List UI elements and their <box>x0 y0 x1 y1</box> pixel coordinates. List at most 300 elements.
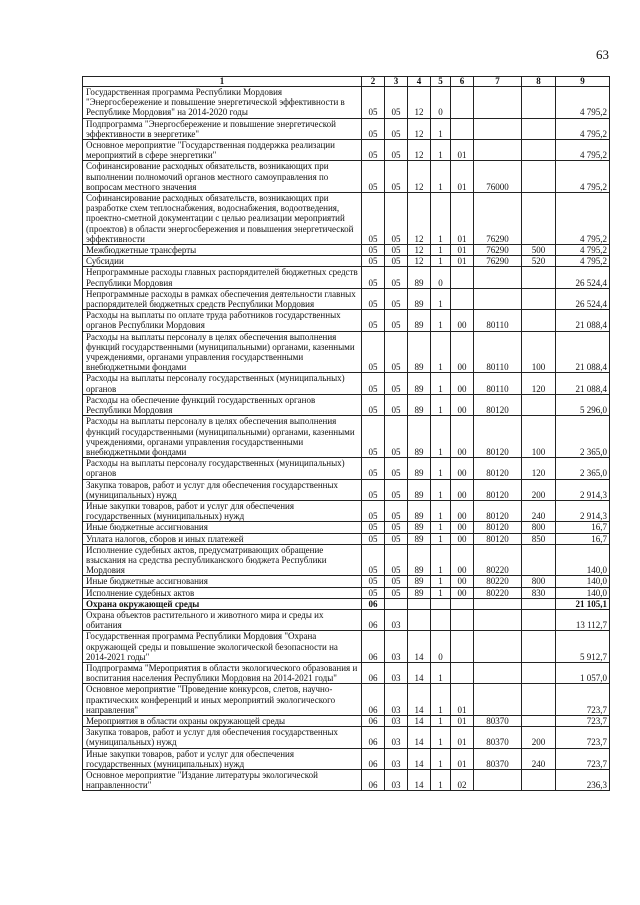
code-cell-c7 <box>474 87 522 119</box>
code-cell-c3: 05 <box>385 373 408 394</box>
amount-cell: 21 088,4 <box>556 373 610 394</box>
code-cell-c3: 05 <box>385 331 408 373</box>
row-name-cell: Расходы на выплаты персоналу в целях обеспечения выполнения функций государственными (муниципальными) органами, казенными учреждениями, органами управления государственными внебюджетными фондами <box>83 416 362 458</box>
code-cell-c3: 03 <box>385 727 408 748</box>
code-cell-c8 <box>522 544 556 576</box>
code-cell-c2: 05 <box>362 533 385 544</box>
amount-cell: 4 795,2 <box>556 118 610 139</box>
code-cell-c6: 01 <box>451 140 474 161</box>
code-cell-c5: 1 <box>431 245 451 256</box>
code-cell-c4: 89 <box>408 288 431 309</box>
code-cell-c8: 800 <box>522 522 556 533</box>
table-row <box>83 310 610 331</box>
amount-cell: 5 912,7 <box>556 631 610 663</box>
code-cell-c4: 89 <box>408 394 431 415</box>
row-name-cell: Мероприятия в области охраны окружающей среды <box>83 715 362 726</box>
code-cell-c5: 0 <box>431 87 451 119</box>
code-cell-c4 <box>408 609 431 630</box>
row-name-cell: Расходы на выплаты персоналу государственных (муниципальных) органов <box>83 373 362 394</box>
code-cell-c4: 89 <box>408 587 431 598</box>
code-cell-c4: 14 <box>408 684 431 716</box>
code-cell-c4: 12 <box>408 245 431 256</box>
code-cell-c5: 1 <box>431 118 451 139</box>
code-cell-c2: 05 <box>362 500 385 521</box>
code-cell-c2: 06 <box>362 609 385 630</box>
code-cell-c6 <box>451 609 474 630</box>
code-cell-c7: 80120 <box>474 500 522 521</box>
code-cell-c7 <box>474 631 522 663</box>
code-cell-c3: 05 <box>385 576 408 587</box>
table-header-row <box>83 77 610 87</box>
row-name-cell: Межбюджетные трансферты <box>83 245 362 256</box>
code-cell-c2: 05 <box>362 118 385 139</box>
table-row <box>83 161 610 193</box>
code-cell-c5 <box>431 609 451 630</box>
header-cell: 3 <box>385 77 408 87</box>
code-cell-c6: 01 <box>451 727 474 748</box>
amount-cell: 26 524,4 <box>556 267 610 288</box>
code-cell-c7 <box>474 662 522 683</box>
code-cell-c6 <box>451 118 474 139</box>
code-cell-c6 <box>451 267 474 288</box>
code-cell-c2: 05 <box>362 161 385 193</box>
code-cell-c6 <box>451 87 474 119</box>
amount-cell: 4 795,2 <box>556 161 610 193</box>
header-cell: 1 <box>83 77 362 87</box>
code-cell-c6 <box>451 631 474 663</box>
code-cell-c2: 05 <box>362 245 385 256</box>
table-row <box>83 193 610 245</box>
code-cell-c5: 1 <box>431 500 451 521</box>
row-name-cell: Подпрограмма "Энергосбережение и повышение энергетической эффективности в энергетике" <box>83 118 362 139</box>
code-cell-c2: 06 <box>362 727 385 748</box>
code-cell-c3: 03 <box>385 684 408 716</box>
code-cell-c6: 00 <box>451 522 474 533</box>
code-cell-c5: 1 <box>431 684 451 716</box>
code-cell-c4: 14 <box>408 631 431 663</box>
code-cell-c3: 05 <box>385 256 408 267</box>
code-cell-c7: 76290 <box>474 256 522 267</box>
code-cell-c7 <box>474 288 522 309</box>
amount-cell: 5 296,0 <box>556 394 610 415</box>
amount-cell: 723,7 <box>556 715 610 726</box>
row-name-cell: Уплата налогов, сборов и иных платежей <box>83 533 362 544</box>
code-cell-c8 <box>522 662 556 683</box>
code-cell-c8: 520 <box>522 256 556 267</box>
code-cell-c4: 14 <box>408 748 431 769</box>
code-cell-c7: 80370 <box>474 715 522 726</box>
code-cell-c2: 05 <box>362 576 385 587</box>
amount-cell: 4 795,2 <box>556 256 610 267</box>
code-cell-c4: 12 <box>408 256 431 267</box>
header-cell: 8 <box>522 77 556 87</box>
code-cell-c4: 12 <box>408 161 431 193</box>
table-row <box>83 394 610 415</box>
table-row <box>83 770 610 791</box>
code-cell-c5: 1 <box>431 256 451 267</box>
code-cell-c3: 05 <box>385 458 408 479</box>
row-name-cell: Закупка товаров, работ и услуг для обеспечения государственных (муниципальных) нужд <box>83 479 362 500</box>
code-cell-c8 <box>522 140 556 161</box>
code-cell-c7: 80110 <box>474 331 522 373</box>
code-cell-c5: 1 <box>431 373 451 394</box>
code-cell-c4: 12 <box>408 118 431 139</box>
code-cell-c2: 05 <box>362 394 385 415</box>
amount-cell: 21 088,4 <box>556 310 610 331</box>
code-cell-c8 <box>522 193 556 245</box>
code-cell-c6 <box>451 598 474 609</box>
code-cell-c7 <box>474 598 522 609</box>
code-cell-c4: 12 <box>408 193 431 245</box>
code-cell-c7: 80120 <box>474 533 522 544</box>
code-cell-c8: 100 <box>522 416 556 458</box>
code-cell-c7: 80120 <box>474 522 522 533</box>
code-cell-c5: 1 <box>431 662 451 683</box>
code-cell-c8: 120 <box>522 458 556 479</box>
code-cell-c6: 00 <box>451 373 474 394</box>
code-cell-c7: 80120 <box>474 394 522 415</box>
header-cell: 7 <box>474 77 522 87</box>
table-row <box>83 118 610 139</box>
amount-cell: 140,0 <box>556 576 610 587</box>
row-name-cell: Основное мероприятие "Государственная поддержка реализации мероприятий в сфере энергетики" <box>83 140 362 161</box>
code-cell-c8 <box>522 598 556 609</box>
code-cell-c7: 80220 <box>474 587 522 598</box>
code-cell-c3 <box>385 598 408 609</box>
code-cell-c2: 06 <box>362 715 385 726</box>
code-cell-c6: 00 <box>451 310 474 331</box>
table-row <box>83 748 610 769</box>
code-cell-c2: 05 <box>362 587 385 598</box>
code-cell-c2: 05 <box>362 373 385 394</box>
code-cell-c3: 05 <box>385 161 408 193</box>
amount-cell: 140,0 <box>556 587 610 598</box>
code-cell-c2: 05 <box>362 288 385 309</box>
code-cell-c8: 200 <box>522 727 556 748</box>
code-cell-c4: 14 <box>408 715 431 726</box>
code-cell-c6: 01 <box>451 193 474 245</box>
code-cell-c8: 830 <box>522 587 556 598</box>
amount-cell: 2 914,3 <box>556 479 610 500</box>
amount-cell: 723,7 <box>556 684 610 716</box>
code-cell-c6: 01 <box>451 715 474 726</box>
code-cell-c2: 05 <box>362 544 385 576</box>
code-cell-c5: 0 <box>431 631 451 663</box>
table-row <box>83 256 610 267</box>
code-cell-c7: 80220 <box>474 544 522 576</box>
code-cell-c8: 850 <box>522 533 556 544</box>
code-cell-c3: 05 <box>385 87 408 119</box>
budget-table <box>82 76 610 791</box>
amount-cell: 723,7 <box>556 748 610 769</box>
code-cell-c7 <box>474 140 522 161</box>
code-cell-c3: 03 <box>385 609 408 630</box>
code-cell-c3: 03 <box>385 748 408 769</box>
table-row <box>83 267 610 288</box>
table-row <box>83 715 610 726</box>
code-cell-c3: 05 <box>385 587 408 598</box>
row-name-cell: Исполнение судебных актов, предусматривающих обращение взыскания на средства республиканского бюджета Республики Мордовия <box>83 544 362 576</box>
code-cell-c5: 1 <box>431 310 451 331</box>
header-cell: 2 <box>362 77 385 87</box>
code-cell-c2: 05 <box>362 193 385 245</box>
code-cell-c6 <box>451 662 474 683</box>
table-row <box>83 140 610 161</box>
row-name-cell: Софинансирование расходных обязательств, возникающих при разработке схем теплоснабжения, водоснабжения, водоотведения, проектно-сметной документации с целью реализации мероприятий (проектов) в области энергосбережения и повышения энергетической эффективности <box>83 193 362 245</box>
code-cell-c7 <box>474 118 522 139</box>
code-cell-c6: 00 <box>451 416 474 458</box>
code-cell-c4: 89 <box>408 310 431 331</box>
code-cell-c8 <box>522 118 556 139</box>
table-row <box>83 727 610 748</box>
table-row <box>83 479 610 500</box>
code-cell-c8 <box>522 770 556 791</box>
code-cell-c5: 1 <box>431 576 451 587</box>
code-cell-c5: 1 <box>431 394 451 415</box>
code-cell-c8: 800 <box>522 576 556 587</box>
code-cell-c8: 240 <box>522 748 556 769</box>
row-name-cell: Непрограммные расходы главных распорядителей бюджетных средств Республики Мордовия <box>83 267 362 288</box>
row-name-cell: Расходы на выплаты персоналу государственных (муниципальных) органов <box>83 458 362 479</box>
code-cell-c7 <box>474 267 522 288</box>
code-cell-c8 <box>522 609 556 630</box>
code-cell-c7: 76290 <box>474 193 522 245</box>
code-cell-c4: 89 <box>408 576 431 587</box>
code-cell-c7: 80370 <box>474 727 522 748</box>
code-cell-c7 <box>474 684 522 716</box>
code-cell-c5: 1 <box>431 458 451 479</box>
code-cell-c5: 1 <box>431 727 451 748</box>
code-cell-c7 <box>474 770 522 791</box>
code-cell-c3: 05 <box>385 267 408 288</box>
header-cell: 4 <box>408 77 431 87</box>
header-cell: 6 <box>451 77 474 87</box>
code-cell-c7: 80110 <box>474 310 522 331</box>
code-cell-c5: 1 <box>431 544 451 576</box>
code-cell-c8 <box>522 715 556 726</box>
code-cell-c6: 00 <box>451 394 474 415</box>
amount-cell: 236,3 <box>556 770 610 791</box>
code-cell-c8 <box>522 87 556 119</box>
amount-cell: 16,7 <box>556 522 610 533</box>
code-cell-c5: 1 <box>431 161 451 193</box>
code-cell-c7: 76000 <box>474 161 522 193</box>
row-name-cell: Охрана объектов растительного и животного мира и среды их обитания <box>83 609 362 630</box>
code-cell-c8: 100 <box>522 331 556 373</box>
row-name-cell: Непрограммные расходы в рамках обеспечения деятельности главных распорядителей бюджетных средств Республики Мордовия <box>83 288 362 309</box>
code-cell-c6: 00 <box>451 544 474 576</box>
code-cell-c5: 1 <box>431 522 451 533</box>
amount-cell: 21 105,1 <box>556 598 610 609</box>
table-row <box>83 245 610 256</box>
code-cell-c7: 80120 <box>474 458 522 479</box>
code-cell-c8: 120 <box>522 373 556 394</box>
row-name-cell: Исполнение судебных актов <box>83 587 362 598</box>
code-cell-c3: 05 <box>385 394 408 415</box>
code-cell-c6: 00 <box>451 331 474 373</box>
table-row <box>83 544 610 576</box>
page-number: 63 <box>596 47 609 62</box>
code-cell-c4: 89 <box>408 373 431 394</box>
code-cell-c4: 12 <box>408 87 431 119</box>
code-cell-c2: 05 <box>362 416 385 458</box>
amount-cell: 140,0 <box>556 544 610 576</box>
code-cell-c8 <box>522 394 556 415</box>
amount-cell: 2 365,0 <box>556 416 610 458</box>
table-row <box>83 662 610 683</box>
code-cell-c6: 01 <box>451 684 474 716</box>
code-cell-c8: 500 <box>522 245 556 256</box>
code-cell-c2: 06 <box>362 631 385 663</box>
table-row <box>83 598 610 609</box>
table-row <box>83 373 610 394</box>
row-name-cell: Основное мероприятие "Издание литературы экологической направленности" <box>83 770 362 791</box>
row-name-cell: Иные закупки товаров, работ и услуг для обеспечения государственных (муниципальных) нужд <box>83 500 362 521</box>
code-cell-c4: 14 <box>408 770 431 791</box>
amount-cell: 4 795,2 <box>556 87 610 119</box>
code-cell-c6: 01 <box>451 256 474 267</box>
code-cell-c5: 1 <box>431 748 451 769</box>
code-cell-c3: 05 <box>385 118 408 139</box>
code-cell-c5: 1 <box>431 587 451 598</box>
code-cell-c2: 05 <box>362 140 385 161</box>
table-row <box>83 416 610 458</box>
code-cell-c2: 05 <box>362 267 385 288</box>
code-cell-c2: 06 <box>362 662 385 683</box>
row-name-cell: Софинансирование расходных обязательств, возникающих при выполнении полномочий органов местного самоуправления по вопросам местного значения <box>83 161 362 193</box>
code-cell-c6: 00 <box>451 587 474 598</box>
code-cell-c3: 05 <box>385 140 408 161</box>
table-row <box>83 458 610 479</box>
code-cell-c7: 76290 <box>474 245 522 256</box>
amount-cell: 1 057,0 <box>556 662 610 683</box>
code-cell-c3: 03 <box>385 631 408 663</box>
code-cell-c5: 0 <box>431 267 451 288</box>
code-cell-c3: 03 <box>385 715 408 726</box>
amount-cell: 2 365,0 <box>556 458 610 479</box>
code-cell-c3: 05 <box>385 245 408 256</box>
code-cell-c6: 01 <box>451 161 474 193</box>
code-cell-c5: 1 <box>431 331 451 373</box>
code-cell-c7: 80120 <box>474 416 522 458</box>
code-cell-c8 <box>522 684 556 716</box>
code-cell-c5: 1 <box>431 479 451 500</box>
code-cell-c4: 89 <box>408 331 431 373</box>
table-row <box>83 288 610 309</box>
code-cell-c2: 06 <box>362 598 385 609</box>
code-cell-c6: 01 <box>451 748 474 769</box>
amount-cell: 4 795,2 <box>556 140 610 161</box>
code-cell-c4: 89 <box>408 533 431 544</box>
code-cell-c8 <box>522 288 556 309</box>
row-name-cell: Закупка товаров, работ и услуг для обеспечения государственных (муниципальных) нужд <box>83 727 362 748</box>
code-cell-c4: 14 <box>408 727 431 748</box>
code-cell-c2: 05 <box>362 87 385 119</box>
table-body <box>83 87 610 791</box>
code-cell-c6: 00 <box>451 533 474 544</box>
code-cell-c3: 05 <box>385 500 408 521</box>
code-cell-c4: 89 <box>408 544 431 576</box>
amount-cell: 4 795,2 <box>556 245 610 256</box>
code-cell-c2: 05 <box>362 331 385 373</box>
code-cell-c3: 05 <box>385 288 408 309</box>
code-cell-c2: 05 <box>362 458 385 479</box>
code-cell-c6: 00 <box>451 479 474 500</box>
code-cell-c2: 06 <box>362 748 385 769</box>
table-row <box>83 609 610 630</box>
code-cell-c2: 06 <box>362 770 385 791</box>
code-cell-c4: 14 <box>408 662 431 683</box>
amount-cell: 21 088,4 <box>556 331 610 373</box>
code-cell-c4: 89 <box>408 522 431 533</box>
amount-cell: 26 524,4 <box>556 288 610 309</box>
code-cell-c4 <box>408 598 431 609</box>
code-cell-c4: 89 <box>408 267 431 288</box>
amount-cell: 16,7 <box>556 533 610 544</box>
code-cell-c4: 89 <box>408 479 431 500</box>
table-row <box>83 684 610 716</box>
code-cell-c3: 05 <box>385 416 408 458</box>
code-cell-c6: 02 <box>451 770 474 791</box>
row-name-cell: Субсидии <box>83 256 362 267</box>
row-name-cell: Государственная программа Республики Мордовия "Энергосбережение и повышение энергетической эффективности в Республике Мордовия" на 2014-2020 годы <box>83 87 362 119</box>
code-cell-c2: 05 <box>362 479 385 500</box>
code-cell-c6: 01 <box>451 245 474 256</box>
header-cell: 9 <box>556 77 610 87</box>
code-cell-c4: 89 <box>408 458 431 479</box>
code-cell-c2: 05 <box>362 310 385 331</box>
row-name-cell: Расходы на выплаты по оплате труда работников государственных органов Республики Мордовия <box>83 310 362 331</box>
code-cell-c3: 03 <box>385 770 408 791</box>
table-row <box>83 587 610 598</box>
code-cell-c6 <box>451 288 474 309</box>
amount-cell: 723,7 <box>556 727 610 748</box>
table-row <box>83 500 610 521</box>
code-cell-c6: 00 <box>451 500 474 521</box>
row-name-cell: Охрана окружающей среды <box>83 598 362 609</box>
code-cell-c4: 89 <box>408 416 431 458</box>
header-cell: 5 <box>431 77 451 87</box>
code-cell-c5: 1 <box>431 416 451 458</box>
code-cell-c8 <box>522 267 556 288</box>
code-cell-c5: 1 <box>431 533 451 544</box>
code-cell-c5: 1 <box>431 715 451 726</box>
table-row <box>83 331 610 373</box>
table-row <box>83 576 610 587</box>
code-cell-c7 <box>474 609 522 630</box>
code-cell-c3: 05 <box>385 193 408 245</box>
table-row <box>83 533 610 544</box>
amount-cell: 13 112,7 <box>556 609 610 630</box>
row-name-cell: Расходы на обеспечение функций государственных органов Республики Мордовия <box>83 394 362 415</box>
code-cell-c3: 05 <box>385 310 408 331</box>
code-cell-c6: 00 <box>451 458 474 479</box>
amount-cell: 4 795,2 <box>556 193 610 245</box>
code-cell-c8 <box>522 631 556 663</box>
code-cell-c7: 80370 <box>474 748 522 769</box>
row-name-cell: Расходы на выплаты персоналу в целях обеспечения выполнения функций государственными (муниципальными) органами, казенными учреждениями, органами управления государственными внебюджетными фондами <box>83 331 362 373</box>
code-cell-c6: 00 <box>451 576 474 587</box>
code-cell-c2: 06 <box>362 684 385 716</box>
code-cell-c5 <box>431 598 451 609</box>
table-row <box>83 631 610 663</box>
row-name-cell: Иные бюджетные ассигнования <box>83 522 362 533</box>
row-name-cell: Государственная программа Республики Мордовия "Охрана окружающей среды и повышение экологической безопасности на 2014-2021 годы" <box>83 631 362 663</box>
code-cell-c7: 80120 <box>474 479 522 500</box>
code-cell-c8: 200 <box>522 479 556 500</box>
row-name-cell: Подпрограмма "Мероприятия в области экологического образования и воспитания населения Республики Мордовия на 2014-2021 годы" <box>83 662 362 683</box>
row-name-cell: Иные закупки товаров, работ и услуг для обеспечения государственных (муниципальных) нужд <box>83 748 362 769</box>
